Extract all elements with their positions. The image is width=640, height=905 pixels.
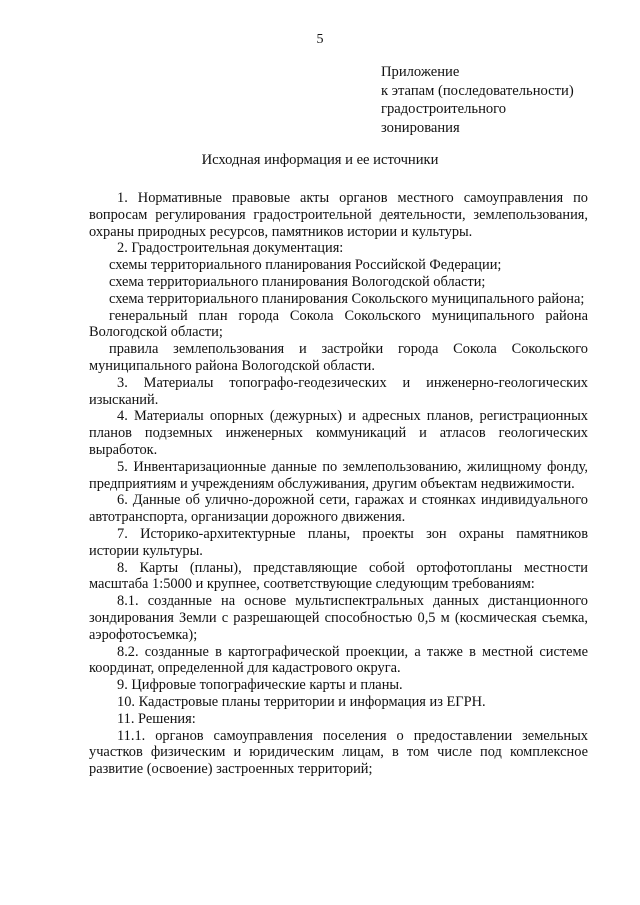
paragraph: 6. Данные об улично-дорожной сети, гаражах и стоянках индивидуального автотранспорта, организации дорожного движения. [89,492,588,526]
paragraph: генеральный план города Сокола Сокольского муниципального района Вологодской области; [89,307,588,341]
paragraph: схема территориального планирования Сокольского муниципального района; [109,290,585,307]
paragraph: 1. Нормативные правовые акты органов местного самоуправления по вопросам регулирования градостроительной деятельности, землепользования, охраны природных ресурсов, памятников истории и культуры. [89,190,588,240]
paragraph: 11. Решения: [117,710,196,727]
appendix-header [381,63,574,137]
document-title: Исходная информация и ее источники [201,152,439,168]
page-number: 5 [316,32,324,47]
paragraph: 5. Инвентаризационные данные по землепользованию, жилищному фонду, предприятиям и учреждениям обслуживания, другим объектам недвижимости. [89,458,588,492]
paragraph: 7. Историко-архитектурные планы, проекты зон охраны памятников истории культуры. [89,525,588,559]
appendix-line: к этапам (последовательности) [381,82,574,99]
paragraph: 4. Материалы опорных (дежурных) и адресных планов, регистрационных планов подземных инженерных коммуникаций и атласов геологических выработок. [89,408,588,458]
paragraph: схема территориального планирования Вологодской области; [109,273,486,290]
paragraph: правила землепользования и застройки города Сокола Сокольского муниципального района Вологодской области. [89,341,588,374]
paragraph: 10. Кадастровые планы территории и информация из ЕГРН. [117,693,486,710]
paragraph: 2. Градостроительная документация: [117,240,344,257]
paragraph: 9. Цифровые топографические карты и планы. [117,677,403,694]
document-body [89,190,588,778]
appendix-line: Приложение [381,64,460,80]
paragraph: 8.1. созданные на основе мультиспектральных данных дистанционного зондирования Земли с разрешающей способностью 0,5 м (космическая съемка, аэрофотосъемка); [89,593,588,643]
paragraph: 3. Материалы топографо-геодезических и инженерно-геологических изысканий. [89,374,588,408]
appendix-line: зонирования [381,119,460,136]
paragraph: 8.2. созданные в картографической проекции, а также в местной системе координат, определенной для кадастрового округа. [89,643,588,677]
paragraph: 11.1. органов самоуправления поселения о предоставлении земельных участков физическим и юридическим лицам, в том числе под комплексное развитие (освоение) застроенных территорий; [89,727,588,778]
appendix-line: градостроительного [381,101,507,117]
paragraph: схемы территориального планирования Российской Федерации; [109,257,502,274]
paragraph: 8. Карты (планы), представляющие собой ортофотопланы местности масштаба 1:5000 и крупнее, соответствующие следующим требованиям: [89,559,588,593]
